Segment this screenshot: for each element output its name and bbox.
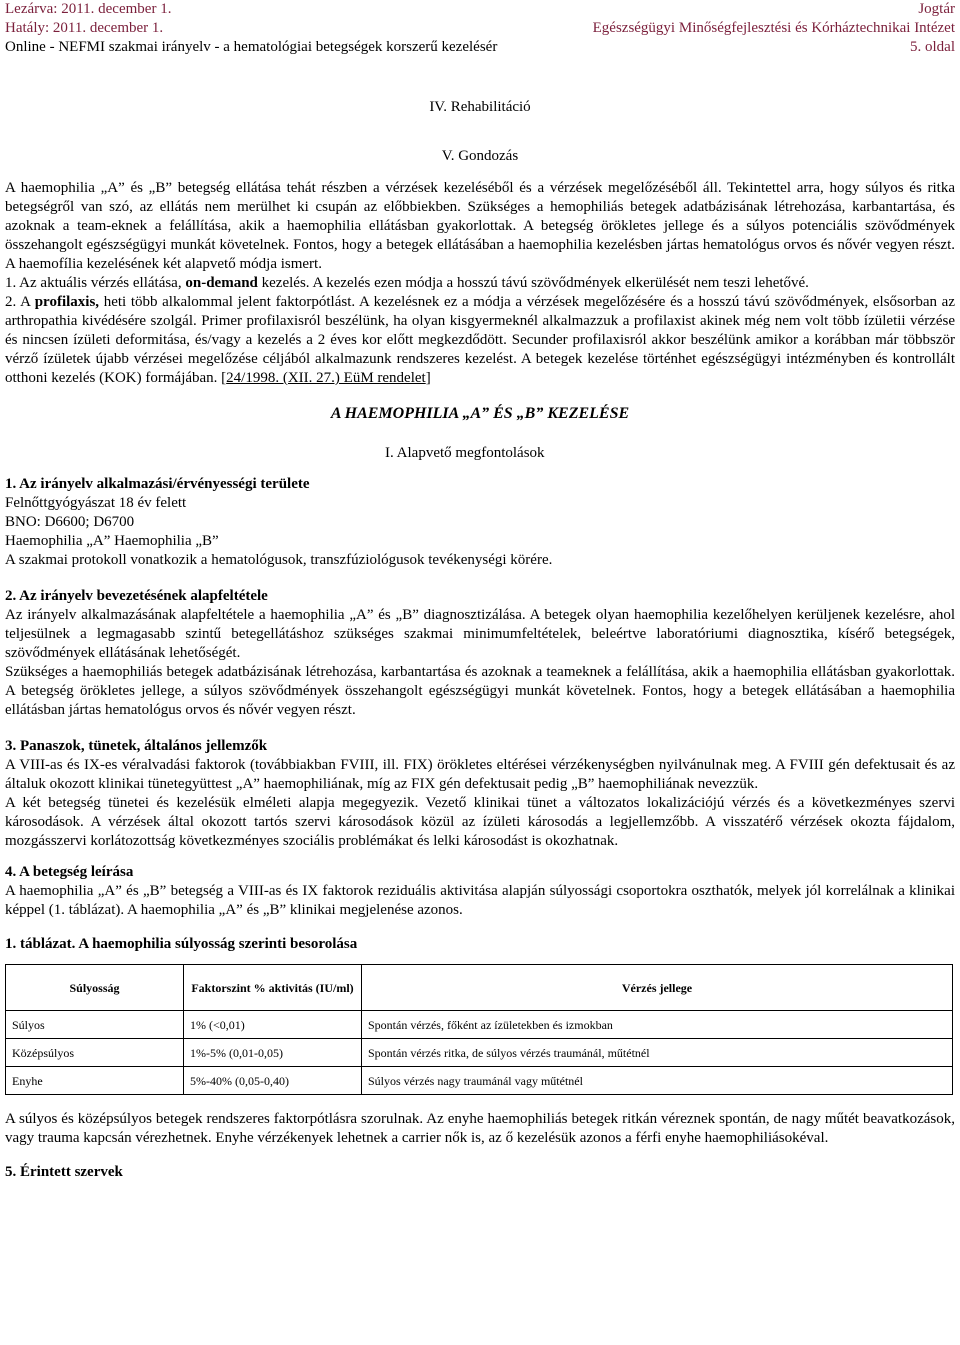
section-3-paragraph-1: A VIII-as és IX-es véralvadási faktorok (továbbiakban FVIII, ill. FIX) örökletes eltérései vérzékenységben nyilvánulnak meg. A FVIII gén defektusait és az általuk okozott klinikai tünetegyüttest „A” haemophiliának, míg az FIX gén defektusait pedig „B” haemophiliának nevezzük. [5, 757, 955, 792]
section-1-line-1: Felnőttgyógyászat 18 év felett [5, 495, 187, 511]
table-cell: Súlyos [6, 1011, 184, 1039]
alap-title: I. Alapvető megfontolások [385, 445, 545, 461]
table-cell: 1% (<0,01) [184, 1011, 362, 1039]
header-jogtar: Jogtár [918, 1, 955, 17]
section-1-line-2: BNO: D6600; D6700 [5, 514, 135, 530]
gondozas-item-2: 2. A profilaxis, heti több alkalommal jelent faktorpótlást. A kezelésnek ez a módja a vérzések megelőzésére és a hosszú távú szövődmények, elsősorban az arthropathia kivédésére szolgál. Primer profilaxisról beszélünk, ha olyan kisgyermeknél alkalmazzuk a profilaxist akinek még nem volt több ízületii vérzése és nincsen ízületi deformitása, és/vagy a kezelés a 2 éves kor előtt megkezdődött. Secunder profilaxisról akkor beszélünk amikor a korábban már többször vérző ízületek újabb vérzései megelőzése céljából alkalmazunk rendszeres kezelést. A betegek kezelése történhet egészségügyi intézményben és kontrollált otthoni kezelés (KOK) formájában. [24/1998. (XII. 27.) EüM rendelet] [5, 294, 955, 386]
severity-table [5, 964, 953, 1095]
table-cell: Enyhe [6, 1067, 184, 1095]
table-cell: Spontán vérzés, főként az ízületekben és izmokban [362, 1011, 953, 1039]
section-2-title: 2. Az irányelv bevezetésének alapfeltétele [5, 588, 268, 604]
section-2-paragraph-2: Szükséges a haemophiliás betegek adatbázisának létrehozása, karbantartása és azoknak a teameknek a felállítása, akik a haemophilia ellátásban gyakorlottak. A betegség örökletes jellege, a súlyos szövődmények összehangolt egészségügyi munkát követelnek. Fontos, hogy a betegek ellátásában a haemophilia ellátásban jártas hematológus orvos és nővér vegyen részt. [5, 664, 955, 718]
section-1-line-4: A szakmai protokoll vonatkozik a hematológusok, transzfúziológusok tevékenységi körére. [5, 552, 553, 568]
section-4-paragraph: A haemophilia „A” és „B” betegség a VIII-as és IX faktorok reziduális aktivitása alapján súlyossági csoportokra oszthatók, melyek jól korrelálnak a klinikai képpel (1. táblázat). A haemophilia „A” és „B” klinikai megjelenése azonos. [5, 883, 955, 918]
table-header-cell: Súlyosság [6, 965, 184, 1011]
table-cell: Középsúlyos [6, 1039, 184, 1067]
gondozas-title: V. Gondozás [441, 148, 519, 164]
table-cell: Spontán vérzés ritka, de súlyos vérzés traumánál, műtétnél [362, 1039, 953, 1067]
header-left [5, 0, 497, 57]
header-institute: Egészségügyi Minőségfejlesztési és Kórháztechnikai Intézet [592, 20, 955, 36]
section-4-title: 4. A betegség leírása [5, 864, 134, 880]
table-header-cell: Faktorszint % aktivitás (IU/ml) [184, 965, 362, 1011]
section-5-title: 5. Érintett szervek [5, 1164, 123, 1180]
section-1-title: 1. Az irányelv alkalmazási/érvényességi területe [5, 476, 310, 492]
table-header-row [6, 965, 953, 1011]
header-right [593, 0, 955, 57]
table-row [6, 1067, 953, 1095]
header-page-number: 5. oldal [910, 39, 955, 55]
rehab-title: IV. Rehabilitáció [429, 99, 531, 115]
section-3-paragraph-2: A két betegség tünetei és kezelésük elméleti alapja megegyezik. Vezető klinikai tünet a változatos lokalizációjú vérzés és a következményes szervi károsodások. A vérzések által okozott tartós szervi károsodások közül az ízületi károsodás a legjellemzőbb. A visszatérő vérzések okozta fájdalom, mozgásszervi korlátozottság következményes szociális problémákat és lelki károsodást is okozhatnak. [5, 795, 955, 849]
header-effective-date: Hatály: 2011. december 1. [5, 20, 164, 36]
table-cell: Súlyos vérzés nagy traumánál vagy műtétnél [362, 1067, 953, 1095]
table-row [6, 1039, 953, 1067]
header-doc-title: Online - NEFMI szakmai irányelv - a hematológiai betegségek korszerű kezelésér [5, 39, 498, 55]
table-row [6, 1011, 953, 1039]
regulation-link[interactable]: 24/1998. (XII. 27.) EüM rendelet [226, 370, 426, 386]
section-2-paragraph-1: Az irányelv alkalmazásának alapfeltétele a haemophilia „A” és „B” diagnosztizálása. A betegek olyan haemophilia kezelőhelyen kerüljenek kezelésre, ahol teljesülnek a legmagasabb szintű betegellátáshoz szükséges szakmai minimumfeltételek, beleértve laboratóriumi diagnosztika, kísérő betegségek, szövődmények ellátásának lehetőségét. [5, 607, 955, 661]
section-3-title: 3. Panaszok, tünetek, általános jellemzők [5, 738, 268, 754]
main-title: A HAEMOPHILIA „A” ÉS „B” KEZELÉSE [330, 405, 630, 422]
table-header-cell: Vérzés jellege [362, 965, 953, 1011]
after-table-paragraph: A súlyos és középsúlyos betegek rendszeres faktorpótlásra szorulnak. Az enyhe haemophiliás betegek ritkán véreznek spontán, de nagy műtét beavatkozások, vagy trauma kapcsán vérezhetnek. Enyhe vérzékenyek lehetnek a carrier nők is, az ő kezelésük azonos a férfi enyhe haemophiliásokéval. [5, 1111, 955, 1146]
document-body [5, 98, 955, 1182]
table-caption: 1. táblázat. A haemophilia súlyosság szerinti besorolása [5, 936, 358, 952]
table-cell: 1%-5% (0,01-0,05) [184, 1039, 362, 1067]
header-closed-date: Lezárva: 2011. december 1. [5, 1, 172, 17]
table-cell: 5%-40% (0,05-0,40) [184, 1067, 362, 1095]
gondozas-item-1: 1. Az aktuális vérzés ellátása, on-demand kezelés. A kezelés ezen módja a hosszú távú szövődmények elkerülését nem teszi lehetővé. [5, 275, 809, 291]
section-1-line-3: Haemophilia „A” Haemophilia „B” [5, 533, 219, 549]
gondozas-paragraph: A haemophilia „A” és „B” betegség ellátása tehát részben a vérzések kezeléséből és a vérzések megelőzéséből áll. Tekintettel arra, hogy súlyos és ritka betegségről van szó, az ellátás nem merülhet ki csupán az előbbiekben. Szükséges a hemophiliás betegek adatbázisának létrehozása, karbantartása, és azoknak a team-eknek a felállítása, akik a haemophilia ellátásban gyakorlottak. A betegség örökletes jellege és a súlyos potenciális szövődmények összehangolt egészségügyi munkát követelnek. Fontos, hogy a betegek ellátásában a haemophilia kezelésben jártas hematológus orvos és nővér vegyen részt. A haemofília kezelésének két alapvető módja ismert. [5, 180, 955, 272]
